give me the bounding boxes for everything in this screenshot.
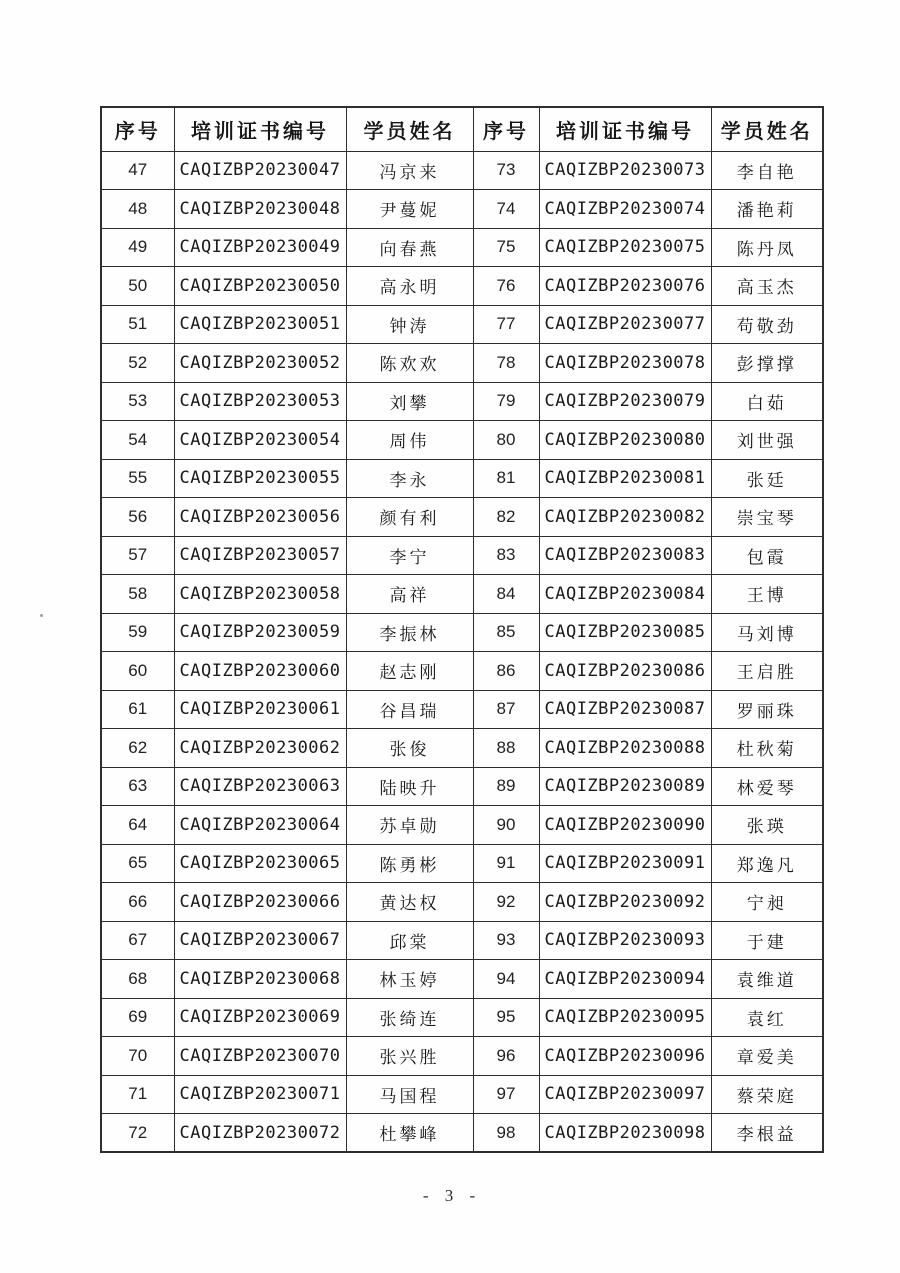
page-number: - 3 - (422, 1186, 478, 1205)
certificate-number-cell: CAQIZBP20230089 (539, 767, 711, 806)
serial-number-cell: 96 (473, 1037, 539, 1076)
column-header-cert-no-left: 培训证书编号 (174, 107, 346, 151)
table-row (101, 190, 823, 229)
certificate-number-cell: CAQIZBP20230092 (539, 883, 711, 922)
table-row (101, 960, 823, 999)
serial-number-cell: 65 (101, 844, 174, 883)
certificate-number-cell: CAQIZBP20230049 (174, 228, 346, 267)
table-row (101, 1037, 823, 1076)
column-header-serial-right: 序号 (473, 107, 539, 151)
student-name-cell: 宁昶 (711, 883, 823, 922)
serial-number-cell: 70 (101, 1037, 174, 1076)
certificate-number-cell: CAQIZBP20230071 (174, 1075, 346, 1114)
student-name-cell: 黄达权 (346, 883, 473, 922)
student-name-cell: 林爱琴 (711, 767, 823, 806)
serial-number-cell: 61 (101, 690, 174, 729)
student-name-cell: 郑逸凡 (711, 844, 823, 883)
table-row (101, 652, 823, 691)
certificate-number-cell: CAQIZBP20230052 (174, 344, 346, 383)
serial-number-cell: 87 (473, 690, 539, 729)
certificate-number-cell: CAQIZBP20230058 (174, 575, 346, 614)
serial-number-cell: 47 (101, 151, 174, 190)
certificate-number-cell: CAQIZBP20230088 (539, 729, 711, 768)
table-row (101, 921, 823, 960)
certificate-number-cell: CAQIZBP20230096 (539, 1037, 711, 1076)
table-row (101, 421, 823, 460)
serial-number-cell: 72 (101, 1114, 174, 1153)
student-name-cell: 邱棠 (346, 921, 473, 960)
student-name-cell: 张俊 (346, 729, 473, 768)
table-row (101, 536, 823, 575)
student-name-cell: 陈丹凤 (711, 228, 823, 267)
serial-number-cell: 73 (473, 151, 539, 190)
serial-number-cell: 55 (101, 459, 174, 498)
certificate-number-cell: CAQIZBP20230053 (174, 382, 346, 421)
table-row (101, 690, 823, 729)
serial-number-cell: 93 (473, 921, 539, 960)
serial-number-cell: 83 (473, 536, 539, 575)
student-name-cell: 包霞 (711, 536, 823, 575)
certificate-number-cell: CAQIZBP20230063 (174, 767, 346, 806)
student-name-cell: 李振林 (346, 613, 473, 652)
certificate-number-cell: CAQIZBP20230080 (539, 421, 711, 460)
serial-number-cell: 78 (473, 344, 539, 383)
table-row (101, 844, 823, 883)
serial-number-cell: 74 (473, 190, 539, 229)
serial-number-cell: 67 (101, 921, 174, 960)
certificate-number-cell: CAQIZBP20230084 (539, 575, 711, 614)
table-row (101, 382, 823, 421)
certificate-number-cell: CAQIZBP20230081 (539, 459, 711, 498)
certificate-number-cell: CAQIZBP20230075 (539, 228, 711, 267)
certificate-number-cell: CAQIZBP20230097 (539, 1075, 711, 1114)
student-name-cell: 张瑛 (711, 806, 823, 845)
serial-number-cell: 57 (101, 536, 174, 575)
student-name-cell: 高祥 (346, 575, 473, 614)
student-name-cell: 林玉婷 (346, 960, 473, 999)
certificate-number-cell: CAQIZBP20230065 (174, 844, 346, 883)
certificate-number-cell: CAQIZBP20230066 (174, 883, 346, 922)
serial-number-cell: 76 (473, 267, 539, 306)
certificate-number-cell: CAQIZBP20230051 (174, 305, 346, 344)
serial-number-cell: 69 (101, 998, 174, 1037)
certificate-number-cell: CAQIZBP20230050 (174, 267, 346, 306)
table-row (101, 267, 823, 306)
column-header-serial-left: 序号 (101, 107, 174, 151)
certificate-number-cell: CAQIZBP20230068 (174, 960, 346, 999)
certificate-number-cell: CAQIZBP20230054 (174, 421, 346, 460)
column-header-cert-no-right: 培训证书编号 (539, 107, 711, 151)
table-row (101, 151, 823, 190)
serial-number-cell: 48 (101, 190, 174, 229)
serial-number-cell: 71 (101, 1075, 174, 1114)
serial-number-cell: 89 (473, 767, 539, 806)
table-row (101, 228, 823, 267)
serial-number-cell: 50 (101, 267, 174, 306)
serial-number-cell: 66 (101, 883, 174, 922)
student-name-cell: 袁维道 (711, 960, 823, 999)
student-name-cell: 钟涛 (346, 305, 473, 344)
table-header-row (101, 107, 823, 151)
certificate-number-cell: CAQIZBP20230095 (539, 998, 711, 1037)
certificate-number-cell: CAQIZBP20230067 (174, 921, 346, 960)
student-name-cell: 赵志刚 (346, 652, 473, 691)
serial-number-cell: 58 (101, 575, 174, 614)
certificate-number-cell: CAQIZBP20230094 (539, 960, 711, 999)
student-name-cell: 张绮连 (346, 998, 473, 1037)
table-row (101, 459, 823, 498)
column-header-name-left: 学员姓名 (346, 107, 473, 151)
serial-number-cell: 63 (101, 767, 174, 806)
certificate-number-cell: CAQIZBP20230072 (174, 1114, 346, 1153)
student-name-cell: 崇宝琴 (711, 498, 823, 537)
student-name-cell: 尹蔓妮 (346, 190, 473, 229)
table-row (101, 305, 823, 344)
certificate-number-cell: CAQIZBP20230070 (174, 1037, 346, 1076)
certificate-number-cell: CAQIZBP20230079 (539, 382, 711, 421)
student-name-cell: 高永明 (346, 267, 473, 306)
serial-number-cell: 59 (101, 613, 174, 652)
certificate-number-cell: CAQIZBP20230074 (539, 190, 711, 229)
student-name-cell: 蔡荣庭 (711, 1075, 823, 1114)
certificate-number-cell: CAQIZBP20230069 (174, 998, 346, 1037)
certificate-number-cell: CAQIZBP20230062 (174, 729, 346, 768)
serial-number-cell: 85 (473, 613, 539, 652)
certificate-number-cell: CAQIZBP20230059 (174, 613, 346, 652)
student-name-cell: 张廷 (711, 459, 823, 498)
certificate-number-cell: CAQIZBP20230087 (539, 690, 711, 729)
student-name-cell: 李宁 (346, 536, 473, 575)
serial-number-cell: 49 (101, 228, 174, 267)
serial-number-cell: 86 (473, 652, 539, 691)
certificate-number-cell: CAQIZBP20230091 (539, 844, 711, 883)
student-name-cell: 陈勇彬 (346, 844, 473, 883)
column-header-name-right: 学员姓名 (711, 107, 823, 151)
serial-number-cell: 82 (473, 498, 539, 537)
serial-number-cell: 97 (473, 1075, 539, 1114)
certificate-number-cell: CAQIZBP20230083 (539, 536, 711, 575)
serial-number-cell: 88 (473, 729, 539, 768)
table-row (101, 498, 823, 537)
student-name-cell: 彭撑撑 (711, 344, 823, 383)
student-name-cell: 杜秋菊 (711, 729, 823, 768)
serial-number-cell: 95 (473, 998, 539, 1037)
serial-number-cell: 53 (101, 382, 174, 421)
serial-number-cell: 79 (473, 382, 539, 421)
certificate-number-cell: CAQIZBP20230047 (174, 151, 346, 190)
table-row (101, 1114, 823, 1153)
certificate-number-cell: CAQIZBP20230057 (174, 536, 346, 575)
serial-number-cell: 64 (101, 806, 174, 845)
student-name-cell: 刘攀 (346, 382, 473, 421)
student-name-cell: 高玉杰 (711, 267, 823, 306)
serial-number-cell: 81 (473, 459, 539, 498)
student-name-cell: 谷昌瑞 (346, 690, 473, 729)
student-name-cell: 袁红 (711, 998, 823, 1037)
student-name-cell: 苏卓勋 (346, 806, 473, 845)
student-name-cell: 杜攀峰 (346, 1114, 473, 1153)
student-name-cell: 李根益 (711, 1114, 823, 1153)
certificate-number-cell: CAQIZBP20230078 (539, 344, 711, 383)
student-name-cell: 王启胜 (711, 652, 823, 691)
certificate-number-cell: CAQIZBP20230086 (539, 652, 711, 691)
student-name-cell: 冯京来 (346, 151, 473, 190)
serial-number-cell: 56 (101, 498, 174, 537)
table-body (101, 151, 823, 1152)
student-name-cell: 罗丽珠 (711, 690, 823, 729)
student-name-cell: 苟敬劲 (711, 305, 823, 344)
student-name-cell: 王博 (711, 575, 823, 614)
student-name-cell: 陆映升 (346, 767, 473, 806)
certificate-number-cell: CAQIZBP20230082 (539, 498, 711, 537)
certificate-number-cell: CAQIZBP20230073 (539, 151, 711, 190)
certificate-number-cell: CAQIZBP20230056 (174, 498, 346, 537)
serial-number-cell: 98 (473, 1114, 539, 1153)
serial-number-cell: 52 (101, 344, 174, 383)
certificate-number-cell: CAQIZBP20230093 (539, 921, 711, 960)
student-name-cell: 刘世强 (711, 421, 823, 460)
student-name-cell: 向春燕 (346, 228, 473, 267)
certificate-list-table (100, 106, 824, 1153)
student-name-cell: 周伟 (346, 421, 473, 460)
student-name-cell: 潘艳莉 (711, 190, 823, 229)
serial-number-cell: 68 (101, 960, 174, 999)
certificate-number-cell: CAQIZBP20230085 (539, 613, 711, 652)
serial-number-cell: 51 (101, 305, 174, 344)
serial-number-cell: 94 (473, 960, 539, 999)
certificate-number-cell: CAQIZBP20230077 (539, 305, 711, 344)
serial-number-cell: 62 (101, 729, 174, 768)
certificate-number-cell: CAQIZBP20230060 (174, 652, 346, 691)
table-row (101, 729, 823, 768)
serial-number-cell: 92 (473, 883, 539, 922)
serial-number-cell: 60 (101, 652, 174, 691)
student-name-cell: 颜有利 (346, 498, 473, 537)
table-row (101, 998, 823, 1037)
serial-number-cell: 84 (473, 575, 539, 614)
table-row (101, 1075, 823, 1114)
certificate-number-cell: CAQIZBP20230098 (539, 1114, 711, 1153)
serial-number-cell: 77 (473, 305, 539, 344)
student-name-cell: 马国程 (346, 1075, 473, 1114)
student-name-cell: 李永 (346, 459, 473, 498)
certificate-number-cell: CAQIZBP20230064 (174, 806, 346, 845)
table-row (101, 806, 823, 845)
scan-artifact-speck (40, 614, 43, 617)
certificate-number-cell: CAQIZBP20230076 (539, 267, 711, 306)
student-name-cell: 马刘博 (711, 613, 823, 652)
certificate-number-cell: CAQIZBP20230090 (539, 806, 711, 845)
student-name-cell: 章爱美 (711, 1037, 823, 1076)
serial-number-cell: 54 (101, 421, 174, 460)
student-name-cell: 于建 (711, 921, 823, 960)
serial-number-cell: 91 (473, 844, 539, 883)
table-row (101, 344, 823, 383)
certificate-number-cell: CAQIZBP20230055 (174, 459, 346, 498)
serial-number-cell: 80 (473, 421, 539, 460)
serial-number-cell: 75 (473, 228, 539, 267)
student-name-cell: 张兴胜 (346, 1037, 473, 1076)
student-name-cell: 陈欢欢 (346, 344, 473, 383)
serial-number-cell: 90 (473, 806, 539, 845)
table-row (101, 767, 823, 806)
table-row (101, 883, 823, 922)
table-row (101, 575, 823, 614)
table-row (101, 613, 823, 652)
certificate-number-cell: CAQIZBP20230048 (174, 190, 346, 229)
certificate-number-cell: CAQIZBP20230061 (174, 690, 346, 729)
student-name-cell: 白茹 (711, 382, 823, 421)
student-name-cell: 李自艳 (711, 151, 823, 190)
